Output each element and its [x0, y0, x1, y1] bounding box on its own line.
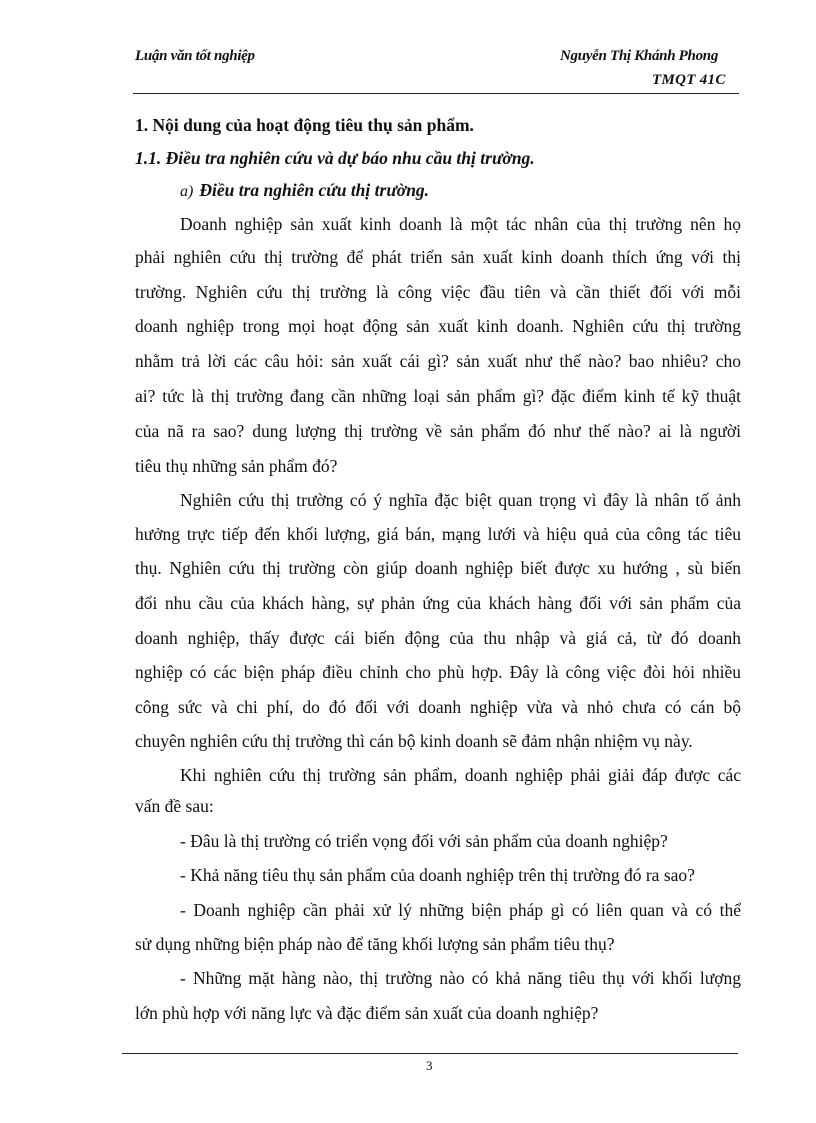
header-divider — [133, 93, 739, 94]
heading-marker: a) — [180, 183, 194, 200]
body-line: Khi nghiên cứu thị trường sản phẩm, doanh nghiệp phải giải đáp được các — [180, 765, 741, 785]
body-line: đổi nhu cầu của khách hàng, sự phản ứng của khách hàng đối với sản phẩm của — [135, 593, 741, 613]
body-line: tiêu thụ những sản phẩm đó? — [135, 456, 338, 476]
body-line: nghiệp có các biện pháp điều chỉnh cho phù hợp. Đây là công việc đòi hỏi nhiều — [135, 662, 741, 682]
body-line: sử dụng những biện pháp nào để tăng khối lượng sản phẩm tiêu thụ? — [135, 934, 615, 954]
section-heading-a — [180, 180, 740, 202]
body-line: thụ. Nghiên cứu thị trường còn giúp doanh nghiệp biết được xu hướng , sù biến — [135, 558, 741, 578]
section-heading-1-1: 1.1. Điều tra nghiên cứu và dự báo nhu cầu thị trường. — [135, 148, 535, 168]
body-line: vấn đề sau: — [135, 796, 214, 816]
body-line: doanh nghiệp trong mọi hoạt động sản xuất kinh doanh. Nghiên cứu thị trường — [135, 316, 741, 336]
body-line: trường. Nghiên cứu thị trường là công việc đầu tiên và cần thiết đối với mỗi — [135, 282, 741, 302]
body-line: lớn phù hợp với năng lực và đặc điểm sản xuất của doanh nghiệp? — [135, 1003, 599, 1023]
bullet-line: - Khả năng tiêu thụ sản phẩm của doanh nghiệp trên thị trường đó ra sao? — [180, 865, 695, 885]
body-line: Doanh nghiệp sản xuất kinh doanh là một tác nhân của thị trường nên họ — [180, 214, 741, 234]
body-line: phải nghiên cứu thị trường để phát triển sản xuất kinh doanh thích ứng với thị — [135, 247, 741, 267]
section-heading-1: 1. Nội dung của hoạt động tiêu thụ sản phẩm. — [135, 115, 474, 135]
page-number: 3 — [426, 1058, 433, 1073]
header-author-name: Nguyễn Thị Khánh Phong — [560, 48, 719, 64]
bullet-line: - Đâu là thị trường có triển vọng đối với sản phẩm của doanh nghiệp? — [180, 831, 668, 851]
header-class-code: TMQT 41C — [652, 72, 726, 88]
body-line: Nghiên cứu thị trường có ý nghĩa đặc biệt quan trọng vì đây là nhân tố ảnh — [180, 490, 741, 510]
bullet-line: - Những mặt hàng nào, thị trường nào có khả năng tiêu thụ với khối lượng — [180, 968, 741, 988]
body-line: hưởng trực tiếp đến khối lượng, giá bán, mạng lưới và hiệu quả của công tác tiêu — [135, 524, 741, 544]
body-line: ai? tức là thị trường đang cần những loại sản phẩm gì? đặc điểm kinh tế kỹ thuật — [135, 386, 741, 406]
body-line: nhằm trả lời các câu hỏi: sản xuất cái gì? sản xuất như thế nào? bao nhiêu? cho — [135, 351, 741, 371]
header-left-title: Luận văn tốt nghiệp — [135, 48, 255, 64]
footer-divider — [122, 1053, 738, 1054]
heading-title: Điều tra nghiên cứu thị trường. — [199, 180, 430, 200]
body-line: công sức và chi phí, do đó đối với doanh nghiệp vừa và nhỏ chưa có cán bộ — [135, 697, 741, 717]
bullet-line: - Doanh nghiệp cần phải xử lý những biện pháp gì có liên quan và có thể — [180, 900, 741, 920]
body-line: của nã ra sao? dung lượng thị trường về sản phẩm đó như thế nào? ai là người — [135, 421, 741, 441]
body-line: chuyên nghiên cứu thị trường thì cán bộ kinh doanh sẽ đảm nhận nhiệm vụ này. — [135, 731, 693, 751]
body-line: doanh nghiệp, thấy được cái biến động của thu nhập và giá cả, từ đó doanh — [135, 628, 741, 648]
